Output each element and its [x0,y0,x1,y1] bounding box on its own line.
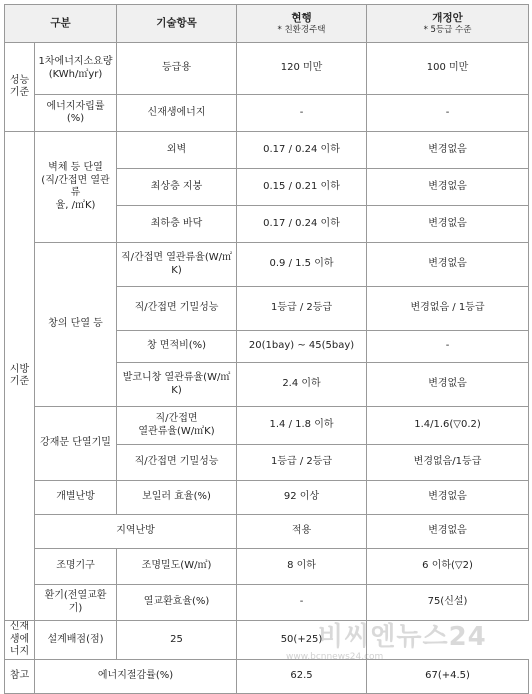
balcony-proposed: 변경없음 [367,363,529,407]
lighting-proposed: 6 이하(▽2) [367,549,529,585]
wall-insulation-label: 벽체 등 단열 (직/간접면 열관류 율, /㎡K) [35,132,117,243]
renewable-item: 설계배점(점) [35,621,117,660]
window-area-proposed: - [367,331,529,363]
lighting-label: 조명기구 [35,549,117,585]
steel-door-u-current: 1.4 / 1.8 이하 [237,407,367,445]
group-spec: 시방 기준 [5,132,35,621]
header-current-title: 현행 [291,11,312,24]
watermark-url: www.bcnnews24.com [286,652,384,662]
window-area-item: 창 면적비(%) [117,331,237,363]
outer-wall-current: 0.17 / 0.24 이하 [237,132,367,169]
district-heating-label: 지역난방 [35,515,237,549]
group-performance: 성능 기준 [5,43,35,132]
watermark-logo: 비씨엔뉴스24 [318,622,487,652]
self-sufficiency-item: 신재생에너지 [117,95,237,132]
bottom-floor-proposed: 변경없음 [367,206,529,243]
header-current-sub: * 친환경주택 [277,24,326,35]
top-floor-current: 0.15 / 0.21 이하 [237,169,367,206]
energy-standards-table [4,4,529,694]
steel-door-airtight-proposed: 변경없음/1등급 [367,445,529,481]
lighting-item: 조명밀도(W/㎡) [117,549,237,585]
header-item: 기술항목 [117,5,237,43]
table-row [5,95,529,132]
energy-demand-item: 등급용 [117,43,237,95]
header-category: 구분 [5,5,117,43]
district-heating-proposed: 변경없음 [367,515,529,549]
ventilation-label: 환기(전열교환기) [35,585,117,621]
individual-heating-current: 92 이상 [237,481,367,515]
outer-wall-proposed: 변경없음 [367,132,529,169]
energy-saving-label: 에너지절감률(%) [35,659,237,693]
energy-saving-current: 62.5 [237,659,367,693]
energy-demand-current: 120 미만 [237,43,367,95]
window-u-current: 0.9 / 1.5 이하 [237,243,367,287]
header-proposed [367,5,529,43]
individual-heating-label: 개별난방 [35,481,117,515]
group-reference: 참고 [5,659,35,693]
self-sufficiency-proposed: - [367,95,529,132]
ventilation-item: 열교환효율(%) [117,585,237,621]
header-proposed-title: 개정안 [432,11,463,24]
table-row [5,243,529,287]
table-row [5,549,529,585]
window-area-current: 20(1bay) ~ 45(5bay) [237,331,367,363]
table-row [5,132,529,169]
window-airtight-item: 직/간접면 기밀성능 [117,287,237,331]
top-floor-proposed: 변경없음 [367,169,529,206]
balcony-current: 2.4 이하 [237,363,367,407]
header-current [237,5,367,43]
energy-demand-label: 1차에너지소요량 (KWh/㎡yr) [35,43,117,95]
top-floor-item: 최상층 지붕 [117,169,237,206]
steel-door-u-item: 직/간접면 열관류율(W/㎡K) [117,407,237,445]
outer-wall-item: 외벽 [117,132,237,169]
renewable-proposed: 50(+25) [237,621,367,660]
steel-door-label: 강재문 단열기밀 [35,407,117,481]
table-container [4,4,529,694]
bottom-floor-item: 최하층 바닥 [117,206,237,243]
window-insulation-label: 창의 단열 등 [35,243,117,407]
header-row [5,5,529,43]
table-row [5,43,529,95]
renewable-current: 25 [117,621,237,660]
table-row [5,659,529,693]
window-airtight-current: 1등급 / 2등급 [237,287,367,331]
energy-demand-proposed: 100 미만 [367,43,529,95]
table-row [5,481,529,515]
window-u-item: 직/간접면 열관류율(W/㎡K) [117,243,237,287]
renewable-label: 신재생에너지 [5,621,35,660]
self-sufficiency-label: 에너지자립률(%) [35,95,117,132]
window-u-proposed: 변경없음 [367,243,529,287]
table-row [5,407,529,445]
header-proposed-sub: * 5등급 수준 [423,24,472,35]
individual-heating-proposed: 변경없음 [367,481,529,515]
individual-heating-item: 보일러 효율(%) [117,481,237,515]
balcony-item: 발코니창 열관류율(W/㎡K) [117,363,237,407]
ventilation-proposed: 75(신설) [367,585,529,621]
window-airtight-proposed: 변경없음 / 1등급 [367,287,529,331]
bottom-floor-current: 0.17 / 0.24 이하 [237,206,367,243]
lighting-current: 8 이하 [237,549,367,585]
steel-door-airtight-current: 1등급 / 2등급 [237,445,367,481]
steel-door-u-proposed: 1.4/1.6(▽0.2) [367,407,529,445]
energy-saving-proposed: 67(+4.5) [367,659,529,693]
ventilation-current: - [237,585,367,621]
self-sufficiency-current: - [237,95,367,132]
district-heating-current: 적용 [237,515,367,549]
table-row [5,515,529,549]
steel-door-airtight-item: 직/간접면 기밀성능 [117,445,237,481]
